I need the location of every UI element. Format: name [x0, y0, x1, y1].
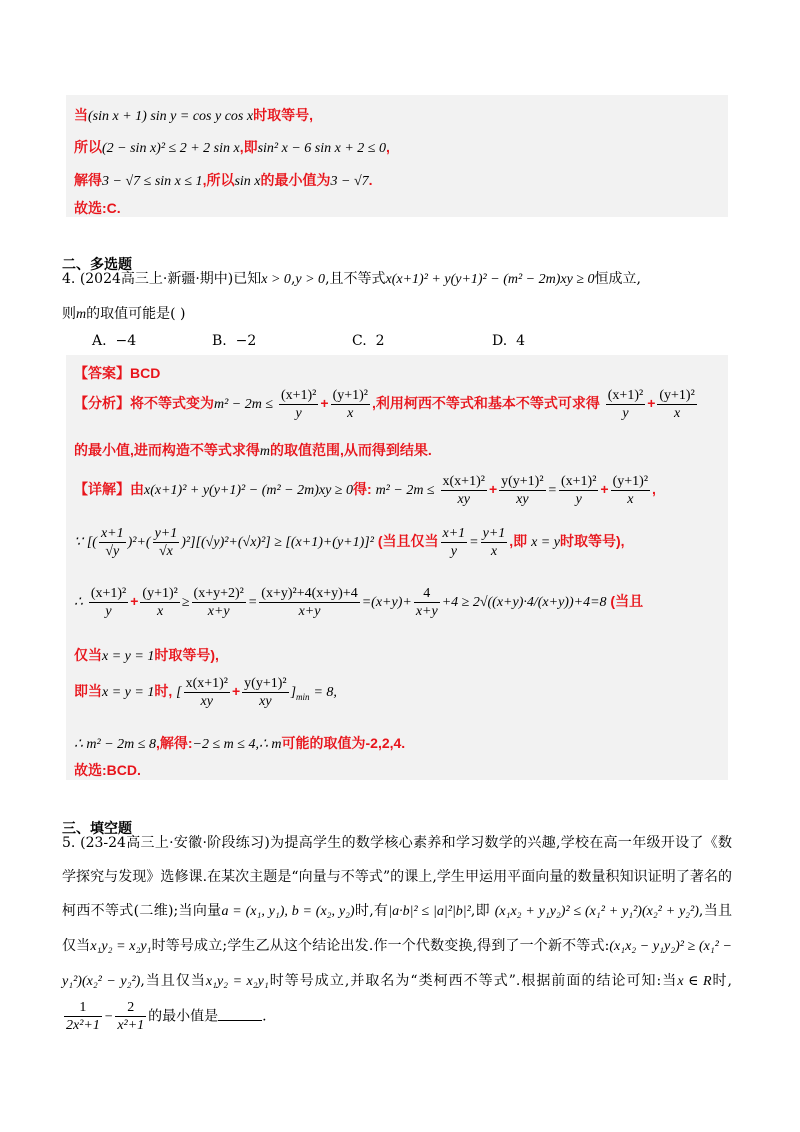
option-value: −2: [235, 333, 257, 349]
text: 仅当: [74, 647, 102, 663]
equation: ,∴ m: [255, 737, 282, 752]
option-label: C.: [352, 333, 367, 349]
text: 的最小值为: [260, 172, 331, 188]
equation: 3 − √7 ≤ sin x ≤ 1: [102, 174, 203, 189]
equation: x₁y₂ = x₂y₁: [90, 939, 152, 954]
text: ,所以: [202, 172, 235, 188]
text: .: [368, 172, 373, 188]
q4-stem: [62, 262, 732, 332]
equation: x ∈ R: [677, 974, 712, 989]
text: 时取等号),: [559, 533, 625, 550]
symbol: ∵: [74, 535, 83, 551]
equation: x = y = 1: [102, 685, 155, 701]
option-value: −4: [115, 333, 137, 349]
subscript-min: min: [296, 692, 310, 702]
text: ,即: [239, 139, 258, 155]
question-number: 5.: [62, 835, 76, 851]
text: 即当: [74, 683, 102, 700]
equation: sin² x − 6 sin x + 2 ≤ 0: [257, 141, 386, 156]
equation: m² − 2m ≤: [214, 397, 274, 413]
equation: x(x+1)² + y(y+1)² − (m² − 2m)xy ≥ 0: [385, 272, 595, 287]
text: ,利用柯西不等式和基本不等式可求得: [371, 395, 600, 412]
text: 时取等号),: [154, 647, 219, 663]
text: ,且不等式: [325, 271, 386, 287]
text: 【详解】由: [74, 481, 144, 498]
equation: x₁y₂ = x₂y₁: [205, 974, 269, 989]
text: ,: [290, 271, 296, 287]
text: .: [262, 1008, 267, 1025]
option-label: B.: [212, 333, 227, 349]
text: 可能的取值为: [281, 735, 366, 751]
text: 时,: [154, 683, 173, 700]
equation: (2 − sin x)² ≤ 2 + 2 sin x: [102, 141, 240, 156]
text: 的取值范围,从而得到结果.: [270, 442, 432, 458]
text: 当: [74, 107, 88, 123]
equation: x > 0: [261, 272, 291, 287]
detail-line6: [74, 733, 405, 753]
option-value: 4: [516, 333, 526, 349]
question-number: 4.: [62, 271, 76, 287]
equation: −2 ≤ m ≤ 4: [192, 737, 256, 752]
equation: (x₁x₂ + y₁y₂)² ≤ (x₁² + y₁²)(x₂² + y₂²): [494, 904, 699, 919]
detail-line1: 【详解】由x(x+1)² + y(y+1)² − (m² − 2m)xy ≥ 0得: m² − 2m ≤ $\frac{\text{x(x+1)²}}{xy}$ + $\frac{\text{y(y+1)²}}{xy}$ = $\frac{\text{(x+1)²}}{y}$ + $\frac{\text{(y+1)²}}{x}$ ,: [74, 474, 656, 507]
text: 的最小值,进而构造不等式求得: [74, 442, 260, 458]
question-source: (2024高三上·新疆·期中)已知: [79, 271, 262, 287]
text: 得:: [353, 481, 372, 498]
equation: 3 − √7: [330, 174, 369, 189]
equation: sin x: [234, 174, 261, 189]
q3-solution-line2: [74, 137, 390, 157]
analysis-line1: 【分析】将不等式变为m² − 2m ≤ $\frac{\text{(x+1)²}}{y}$ + $\frac{\text{(y+1)²}}{x}$ ,利用柯西不等式和基本不等式可求得 $\frac{\text{(x+1)²}}{y}$ + $\frac{\text{(y+1)²}}{x}$: [74, 388, 695, 421]
detail-line3: ∴ $\frac{\text{(x+1)²}}{y}$ + $\frac{\text{(y+1)²}}{x}$ ≥ $\frac{\text{(x+y+2)²}}{x+y}$ = $\frac{\text{(x+y)²+4(x+y)+4}}{x+y}$ =(x+y)+ $\frac{4}{x+y}$ +4 ≥ 2√((x+y)·4/(x+y))+4=8 (当且: [74, 586, 644, 619]
detail-line4: [74, 645, 219, 665]
text: 解得: [74, 172, 102, 188]
text: 【分析】将不等式变为: [74, 395, 214, 412]
equation: x = y = 1: [102, 649, 155, 664]
equation: (sin x + 1) sin y = cos y cos x: [88, 109, 254, 124]
equation: x = y: [531, 535, 560, 551]
text: ,解得:: [155, 735, 193, 751]
analysis-line2: [74, 440, 432, 460]
q5-stem: 5. (23-24高三上·安徽·阶段练习)为提高学生的数学核心素养和学习数学的兴趣,学校在高一年级开设了《数学探究与发现》选修课.在某次主题是“向量与不等式”的课上,学生甲运用平面向量的数量积知识证明了著名的柯西不等式(二维);当向量a = (x₁, y₁), b = (x₂, y₂)时,有|a·b|² ≤ |a|²|b|²,即 (x₁x₂ + y₁y₂)² ≤ (x₁² + y₁²)(x₂² + y₂²),当且仅当x₁y₂ = x₂y₁时等号成立;学生乙从这个结论出发.作一个代数变换,得到了一个新不等式:(x₁x₂ − y₁y₂)² ≥ (x₁² − y₁²)(x₂² − y₂²),当且仅当x₁y₂ = x₂y₁时等号成立,并取名为“类柯西不等式”.根据前面的结论可知:当x ∈ R时, $\frac{1}{\text{2x²+1}}$ − $\frac{2}{\text{x²+1}}$ 的最小值是 .: [62, 835, 733, 1033]
text: 恒成立,: [594, 271, 641, 287]
option-d: [492, 333, 525, 349]
option-a: [92, 333, 136, 349]
text: 时等号成立,并取名为“类柯西不等式”.根据前面的结论可知:当: [268, 973, 678, 989]
text: ,当且仅当: [62, 903, 733, 954]
text: 时取等号,: [253, 107, 313, 123]
equation: a = (x₁, y₁), b = (x₂, y₂): [221, 904, 355, 919]
option-b: [212, 333, 256, 349]
answer-blank[interactable]: [218, 1008, 262, 1021]
q3-choice: 故选:C.: [74, 200, 121, 216]
text: 则: [62, 306, 76, 322]
values: -2,2,4.: [365, 735, 406, 751]
text: 所以: [74, 139, 102, 155]
text: 的取值可能是( ): [86, 306, 186, 322]
equation: |a·b|² ≤ |a|²|b|²: [388, 904, 471, 919]
q4-solution-block: [66, 355, 728, 780]
text: ,当且仅当: [140, 973, 206, 989]
q3-solution-block: [66, 95, 728, 217]
variable: m: [76, 307, 87, 322]
text: (当且: [610, 593, 644, 610]
equation: y > 0: [295, 272, 326, 287]
option-label: D.: [492, 333, 508, 349]
text: ,: [385, 139, 390, 155]
q3-solution-line3: [74, 170, 373, 190]
option-label: A.: [92, 333, 107, 349]
detail-line5: 即当x = y = 1时, [ $\frac{\text{x(x+1)²}}{xy}$ + $\frac{\text{y(y+1)²}}{xy}$ ]$_{min} = 8$,: [74, 676, 337, 709]
equation: = 8,: [313, 685, 337, 701]
text: ,即: [470, 903, 490, 919]
symbol: ∴: [74, 595, 83, 611]
q3-solution-line1: [74, 105, 313, 125]
q4-choice: 故选:BCD.: [74, 762, 141, 778]
answer-line: 【答案】BCD: [74, 365, 161, 381]
equation: ∴ m² − 2m ≤ 8: [74, 737, 156, 752]
text: 时,: [711, 973, 733, 989]
variable: m: [259, 444, 271, 459]
option-value: 2: [375, 333, 385, 349]
detail-line2: ∵ [( $\frac{x+1}{√y}$ )²+( $\frac{y+1}{√x}$ )²][(√y)²+(√x)²] ≥ [(x+1)+(y+1)]² (当且仅当 $\frac{x+1}{y}$ = $\frac{y+1}{x}$ ,即 x = y时取等号),: [74, 526, 625, 559]
text: 时,有: [354, 903, 389, 919]
equation: (x₁x₂ − y₁y₂)² ≥ (x₁² − y₁²)(x₂² − y₂²): [62, 939, 732, 989]
text: (当且仅当: [377, 533, 439, 550]
text: ,即: [509, 533, 528, 550]
option-c: [352, 333, 385, 349]
text: (23-24高三上·安徽·阶段练习)为提高学生的数学核心素养和学习数学的兴趣,学校在高一年级开设了《数学探究与发现》选修课.在某次主题是“向量与不等式”的课上,学生甲运用平面向量的数量积知识证明了著名的柯西不等式(二维);当向量: [62, 835, 732, 919]
text: 的最小值是: [148, 1008, 219, 1025]
section-title-multiple-choice: 二、多选题: [62, 256, 132, 272]
text: 时等号成立;学生乙从这个结论出发.作一个代数变换,得到了一个新不等式:: [151, 938, 610, 954]
section-title-fill-blank: 三、填空题: [62, 820, 132, 836]
equation: m² − 2m ≤: [375, 483, 435, 499]
equation: x(x+1)² + y(y+1)² − (m² − 2m)xy ≥ 0: [144, 483, 353, 499]
